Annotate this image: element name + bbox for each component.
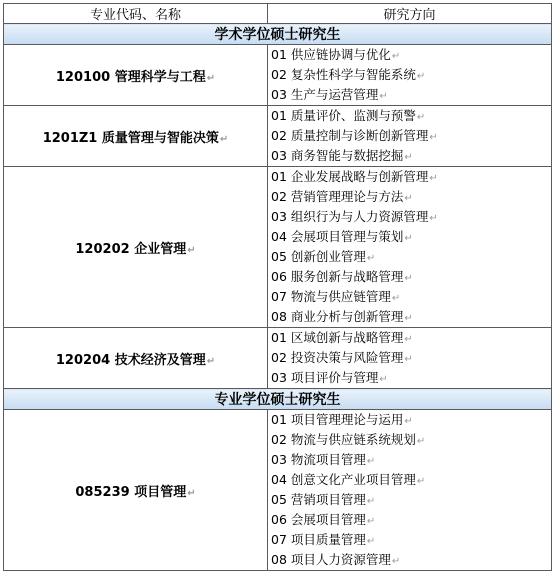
paragraph-mark-icon: ↵ bbox=[366, 253, 376, 264]
direction-item bbox=[271, 430, 551, 450]
direction-item bbox=[271, 85, 551, 105]
section-title: 专业学位硕士研究生 bbox=[4, 389, 552, 410]
paragraph-mark-icon: ↵ bbox=[206, 72, 216, 84]
paragraph-mark-icon: ↵ bbox=[404, 233, 413, 244]
direction-item bbox=[271, 126, 551, 146]
direction-text: 02 质量控制与诊断创新管理 bbox=[271, 128, 429, 143]
paragraph-mark-icon: ↵ bbox=[416, 476, 426, 487]
direction-text: 06 服务创新与战略管理 bbox=[271, 269, 404, 284]
direction-item bbox=[271, 510, 551, 530]
direction-text: 01 供应链协调与优化 bbox=[271, 47, 391, 62]
direction-item bbox=[271, 530, 551, 550]
direction-item bbox=[271, 307, 551, 327]
paragraph-mark-icon: ↵ bbox=[366, 516, 376, 527]
program-code-cell bbox=[4, 167, 268, 328]
paragraph-mark-icon: ↵ bbox=[429, 132, 438, 143]
program-table bbox=[3, 3, 552, 571]
direction-item bbox=[271, 348, 551, 368]
direction-text: 05 营销项目管理 bbox=[271, 492, 366, 507]
direction-text: 03 生产与运营管理 bbox=[271, 87, 379, 102]
paragraph-mark-icon: ↵ bbox=[366, 536, 376, 547]
direction-text: 02 营销管理理论与方法 bbox=[271, 189, 404, 204]
direction-cell bbox=[268, 410, 552, 571]
section-row bbox=[4, 389, 552, 410]
program-code-cell bbox=[4, 410, 268, 571]
paragraph-mark-icon: ↵ bbox=[404, 416, 413, 427]
direction-text: 01 区域创新与战略管理 bbox=[271, 330, 404, 345]
direction-item bbox=[271, 167, 551, 187]
direction-item bbox=[271, 207, 551, 227]
table-body bbox=[4, 24, 552, 571]
direction-text: 03 项目评价与管理 bbox=[271, 370, 379, 385]
direction-cell bbox=[268, 106, 552, 167]
direction-text: 07 物流与供应链管理 bbox=[271, 289, 391, 304]
program-name: 1201Z1 质量管理与智能决策 bbox=[42, 130, 219, 146]
program-name: 085239 项目管理 bbox=[75, 484, 187, 500]
header-code-name: 专业代码、名称 bbox=[4, 4, 268, 24]
direction-text: 02 物流与供应链系统规划 bbox=[271, 432, 416, 447]
direction-text: 03 商务智能与数据挖掘 bbox=[271, 148, 404, 163]
paragraph-mark-icon: ↵ bbox=[404, 354, 413, 365]
program-name: 120204 技术经济及管理 bbox=[55, 352, 206, 368]
direction-text: 08 项目人力资源管理 bbox=[271, 552, 391, 567]
direction-cell bbox=[268, 45, 552, 106]
direction-item bbox=[271, 65, 551, 85]
direction-text: 02 投资决策与风险管理 bbox=[271, 350, 404, 365]
table-row bbox=[4, 45, 552, 106]
program-code-cell bbox=[4, 106, 268, 167]
paragraph-mark-icon: ↵ bbox=[219, 133, 229, 145]
section-title: 学术学位硕士研究生 bbox=[4, 24, 552, 45]
paragraph-mark-icon: ↵ bbox=[404, 152, 413, 163]
paragraph-mark-icon: ↵ bbox=[366, 496, 376, 507]
paragraph-mark-icon: ↵ bbox=[404, 193, 413, 204]
paragraph-mark-icon: ↵ bbox=[404, 313, 413, 324]
direction-item bbox=[271, 410, 551, 430]
paragraph-mark-icon: ↵ bbox=[429, 173, 438, 184]
direction-text: 04 会展项目管理与策划 bbox=[271, 229, 404, 244]
paragraph-mark-icon: ↵ bbox=[379, 374, 388, 385]
paragraph-mark-icon: ↵ bbox=[404, 273, 413, 284]
direction-text: 01 企业发展战略与创新管理 bbox=[271, 169, 429, 184]
program-name: 120100 管理科学与工程 bbox=[55, 69, 206, 85]
direction-item bbox=[271, 227, 551, 247]
table-header-row bbox=[4, 4, 552, 24]
direction-text: 01 质量评价、监测与预警 bbox=[271, 108, 416, 123]
direction-item bbox=[271, 247, 551, 267]
section-row bbox=[4, 24, 552, 45]
direction-item bbox=[271, 287, 551, 307]
paragraph-mark-icon: ↵ bbox=[416, 71, 426, 82]
paragraph-mark-icon: ↵ bbox=[366, 456, 376, 467]
direction-item bbox=[271, 146, 551, 166]
program-name: 120202 企业管理 bbox=[75, 241, 187, 257]
paragraph-mark-icon: ↵ bbox=[206, 355, 216, 367]
paragraph-mark-icon: ↵ bbox=[187, 487, 196, 499]
direction-text: 01 项目管理理论与运用 bbox=[271, 412, 404, 427]
direction-text: 06 会展项目管理 bbox=[271, 512, 366, 527]
direction-text: 03 组织行为与人力资源管理 bbox=[271, 209, 429, 224]
direction-cell bbox=[268, 328, 552, 389]
table-row bbox=[4, 410, 552, 571]
direction-text: 03 物流项目管理 bbox=[271, 452, 366, 467]
paragraph-mark-icon: ↵ bbox=[429, 213, 438, 224]
direction-item bbox=[271, 328, 551, 348]
direction-item bbox=[271, 106, 551, 126]
table-row bbox=[4, 167, 552, 328]
direction-cell bbox=[268, 167, 552, 328]
direction-item bbox=[271, 450, 551, 470]
paragraph-mark-icon: ↵ bbox=[416, 436, 426, 447]
table-row bbox=[4, 106, 552, 167]
paragraph-mark-icon: ↵ bbox=[404, 334, 413, 345]
paragraph-mark-icon: ↵ bbox=[391, 293, 401, 304]
direction-item bbox=[271, 470, 551, 490]
paragraph-mark-icon: ↵ bbox=[416, 112, 426, 123]
direction-item bbox=[271, 187, 551, 207]
program-table-container bbox=[3, 3, 551, 571]
direction-item bbox=[271, 368, 551, 388]
table-row bbox=[4, 328, 552, 389]
direction-item bbox=[271, 267, 551, 287]
paragraph-mark-icon: ↵ bbox=[379, 91, 388, 102]
program-code-cell bbox=[4, 45, 268, 106]
paragraph-mark-icon: ↵ bbox=[391, 51, 401, 62]
paragraph-mark-icon: ↵ bbox=[187, 244, 196, 256]
direction-text: 08 商业分析与创新管理 bbox=[271, 309, 404, 324]
direction-text: 05 创新创业管理 bbox=[271, 249, 366, 264]
direction-item bbox=[271, 45, 551, 65]
program-code-cell bbox=[4, 328, 268, 389]
paragraph-mark-icon: ↵ bbox=[391, 556, 401, 567]
direction-item bbox=[271, 490, 551, 510]
direction-text: 04 创意文化产业项目管理 bbox=[271, 472, 416, 487]
direction-item bbox=[271, 550, 551, 570]
direction-text: 07 项目质量管理 bbox=[271, 532, 366, 547]
header-direction: 研究方向 bbox=[268, 4, 552, 24]
direction-text: 02 复杂性科学与智能系统 bbox=[271, 67, 416, 82]
